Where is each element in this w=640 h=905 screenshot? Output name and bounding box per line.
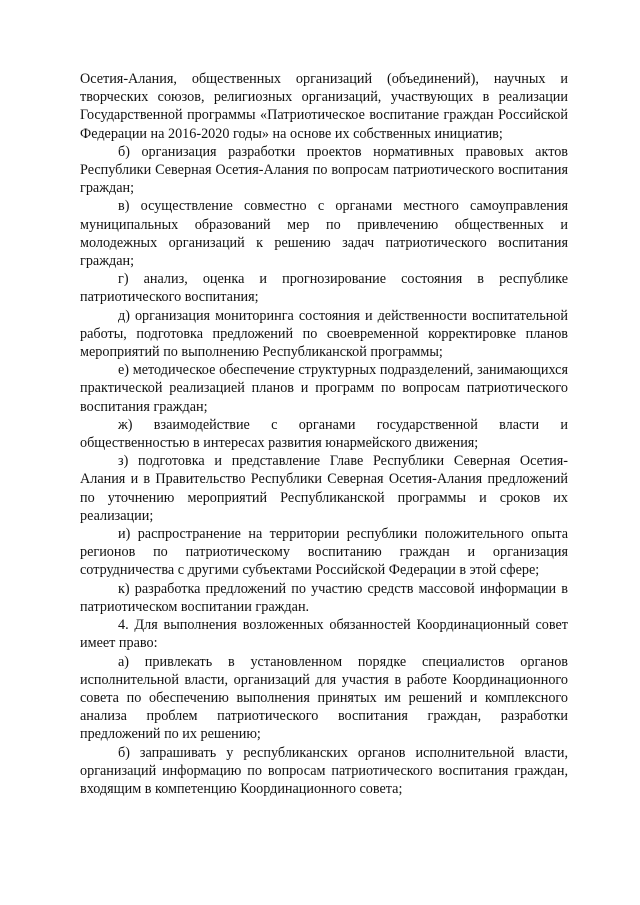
paragraph: и) распространение на территории республики положительного опыта регионов по патриотическому воспитанию граждан и организация сотрудничества с другими субъектами Российской Федерации в этой сфере; <box>80 526 568 579</box>
paragraph: е) методическое обеспечение структурных подразделений, занимающихся практической реализацией планов и программ по вопросам патриотического воспитания граждан; <box>80 362 568 415</box>
paragraph: 4. Для выполнения возложенных обязанностей Координационный совет имеет право: <box>80 617 568 652</box>
document-body <box>80 70 568 798</box>
paragraph: в) осуществление совместно с органами местного самоуправления муниципальных образований мер по привлечению общественных и молодежных организаций к решению задач патриотического воспитания граждан; <box>80 198 568 270</box>
paragraph: г) анализ, оценка и прогнозирование состояния в республике патриотического воспитания; <box>80 271 568 306</box>
paragraph: к) разработка предложений по участию средств массовой информации в патриотическом воспитании граждан. <box>80 580 568 615</box>
paragraph: б) запрашивать у республиканских органов исполнительной власти, организаций информацию по вопросам патриотического воспитания граждан, входящим в компетенцию Координационного совета; <box>80 744 568 797</box>
paragraph: д) организация мониторинга состояния и действенности воспитательной работы, подготовка предложений по своевременной корректировке планов мероприятий по выполнению Республиканской программы; <box>80 307 568 361</box>
paragraph: з) подготовка и представление Главе Республики Северная Осетия-Алания и в Правительство Республики Северная Осетия-Алания предложений по уточнению мероприятий Республиканской программы и сроков их реализации; <box>80 453 568 524</box>
paragraph: а) привлекать в установленном порядке специалистов органов исполнительной власти, организаций для участия в работе Координационного совета по обеспечению выполнения принятых им решений и комплексного анализа проблем патриотического воспитания граждан, разработки предложений по их решению; <box>80 653 568 743</box>
paragraph: Осетия-Алания, общественных организаций (объединений), научных и творческих союзов, религиозных организаций, участвующих в реализации Государственной программы «Патриотическое воспитание граждан Российской Федерации на 2016-2020 годы» на основе их собственных инициатив; <box>80 71 568 142</box>
paragraph: б) организация разработки проектов нормативных правовых актов Республики Северная Осетия-Алания по вопросам патриотического воспитания граждан; <box>80 143 568 197</box>
paragraph: ж) взаимодействие с органами государственной власти и общественностью в интересах развития юнармейского движения; <box>80 416 568 452</box>
